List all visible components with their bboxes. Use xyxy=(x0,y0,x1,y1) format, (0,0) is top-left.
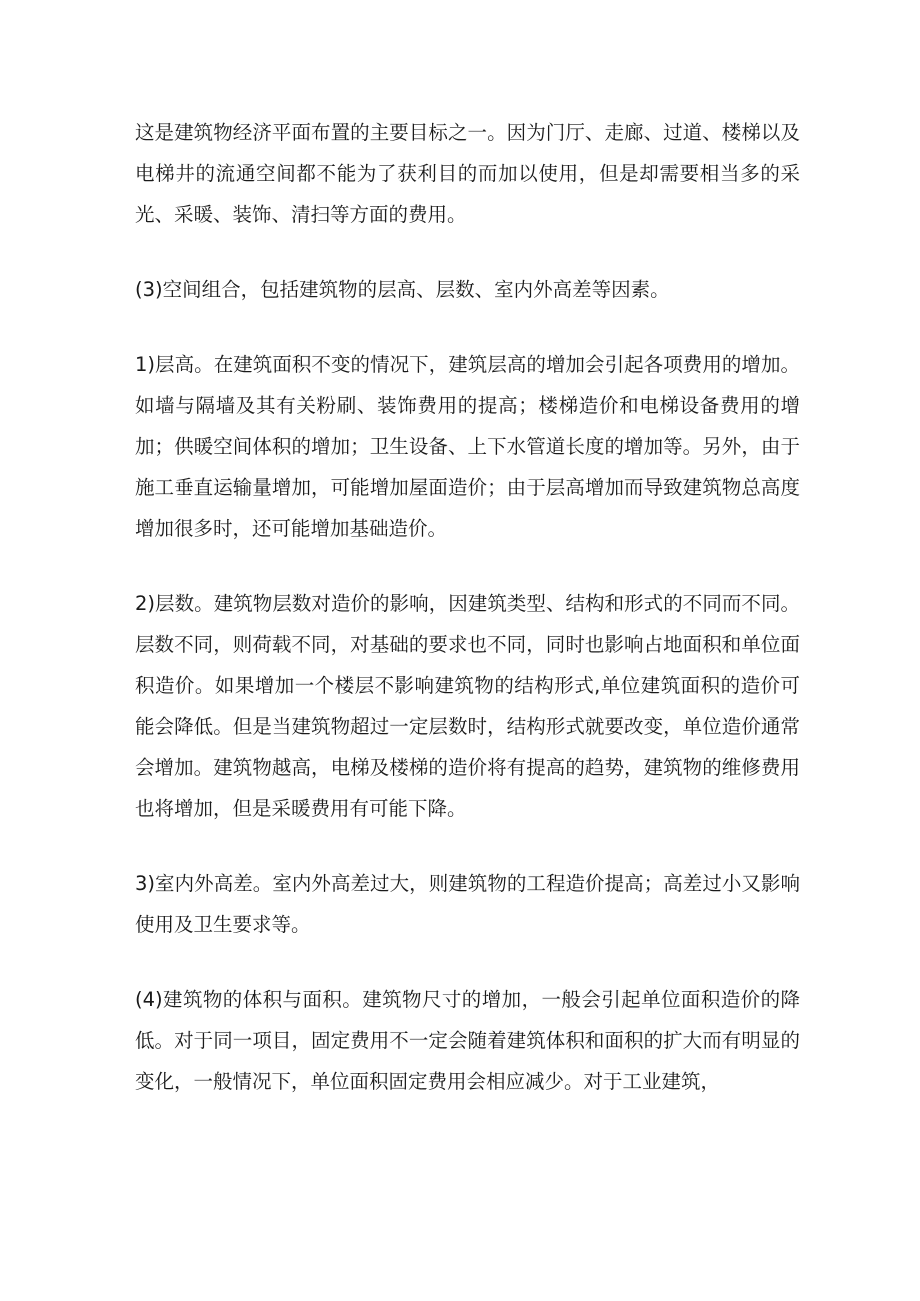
paragraph-floor-height: 1)层高。在建筑面积不变的情况下，建筑层高的增加会引起各项费用的增加。如墙与隔墙及其有关粉刷、装饰费用的提高；楼梯造价和电梯设备费用的增加；供暖空间体积的增加；卫生设备、上下水管道长度的增加等。另外，由于施工垂直运输量增加，可能增加屋面造价；由于层高增加而导致建筑物总高度增加很多时，还可能增加基础造价。 xyxy=(135,353,800,540)
paragraph-circulation-space: 这是建筑物经济平面布置的主要目标之一。因为门厅、走廊、过道、楼梯以及电梯井的流通空间都不能为了获利目的而加以使用，但是却需要相当多的采光、采暖、装饰、清扫等方面的费用。 xyxy=(135,121,800,226)
paragraph-volume-and-area: (4)建筑物的体积与面积。建筑物尺寸的增加，一般会引起单位面积造价的降低。对于同一项目，固定费用不一定会随着建筑体积和面积的扩大而有明显的变化，一般情况下，单位面积固定费用会相应减少。对于工业建筑， xyxy=(135,988,800,1093)
paragraph-space-combination: (3)空间组合，包括建筑物的层高、层数、室内外高差等因素。 xyxy=(135,278,670,301)
paragraph-number-of-floors: 2)层数。建筑物层数对造价的影响，因建筑类型、结构和形式的不同而不同。层数不同，则荷载不同，对基础的要求也不同，同时也影响占地面积和单位面积造价。如果增加一个楼层不影响建筑物的结构形式,单位建筑面积的造价可能会降低。但是当建筑物超过一定层数时，结构形式就要改变，单位造价通常会增加。建筑物越高，电梯及楼梯的造价将有提高的趋势，建筑物的维修费用也将增加，但是采暖费用有可能下降。 xyxy=(135,592,800,820)
paragraph-indoor-outdoor-height-difference: 3)室内外高差。室内外高差过大，则建筑物的工程造价提高；高差过小又影响使用及卫生要求等。 xyxy=(135,872,800,936)
document-body xyxy=(135,112,800,1136)
